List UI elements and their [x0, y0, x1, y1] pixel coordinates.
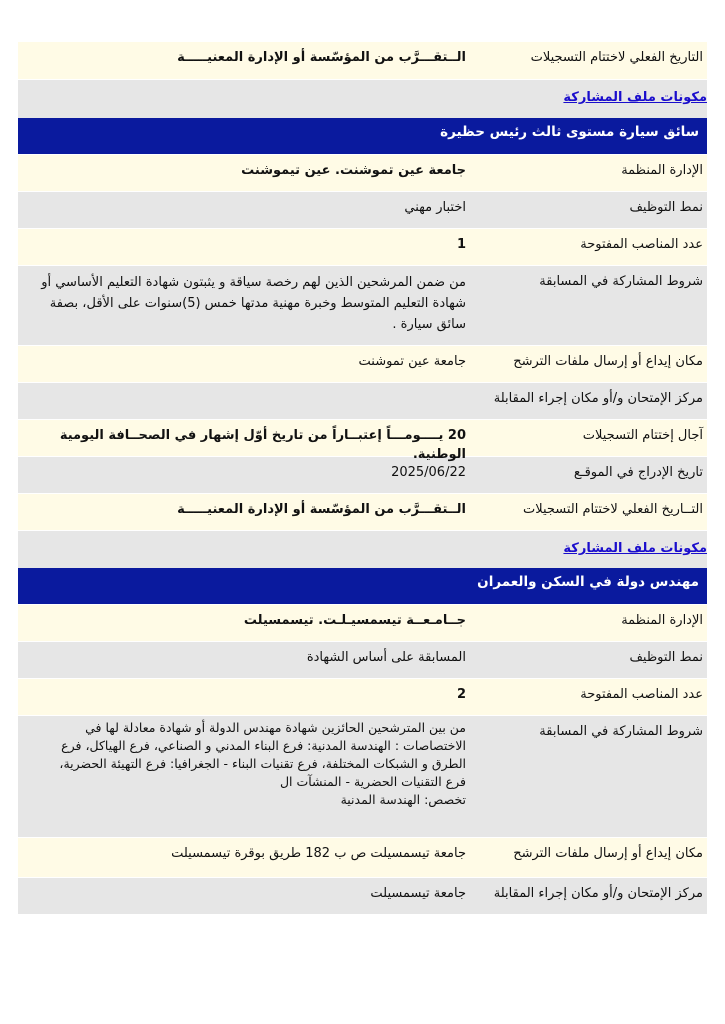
actual-close-row [18, 42, 707, 80]
row-exam-center [18, 383, 707, 420]
field-label: مكان إيداع أو إرسال ملفات الترشح [513, 846, 703, 861]
row-organizing-administration [18, 605, 707, 642]
field-value: من ضمن المرشحين الذين لهم رخصة سياقة و يثبتون شهادة التعليم الأساسي أو شهادة التعليم المتوسط وخبرة مهنية مدتها خمس (5)سنوات على الأقل، بصفة سائق سيارة . [41, 275, 466, 332]
field-value: المسابقة على أساس الشهادة [306, 650, 466, 665]
row-submission-place [18, 838, 707, 878]
field-value [18, 383, 470, 419]
field-value: جامعة تيسمسيلت ص ب 182 طريق بوقرة تيسمسيلت [171, 846, 466, 861]
row-participation-conditions [18, 716, 707, 838]
field-value: 1 [456, 237, 466, 252]
job-title-band: مهندس دولة في السكن والعمران [18, 568, 707, 605]
field-value: الــتقـــرَّب من المؤسّسة أو الإدارة المعنيـــــة [177, 50, 466, 65]
row-recruitment-type [18, 642, 707, 679]
field-label: الإدارة المنظمة [621, 613, 703, 628]
components-link[interactable]: مكونات ملف المشاركة [563, 541, 707, 556]
field-label: آجال إختتام التسجيلات [582, 428, 703, 443]
field-value: 2 [456, 687, 466, 702]
field-label: التــاريخ الفعلي لاختتام التسجيلات [522, 502, 703, 517]
field-value: اختبار مهني [404, 200, 466, 215]
field-value [18, 716, 470, 837]
row-participation-conditions [18, 266, 707, 346]
condition-line: تخصص: الهندسة المدنية [340, 792, 466, 807]
field-value: جامعة عين تموشنت. عين تيموشنت [241, 163, 466, 178]
condition-line: الاختصاصات : الهندسة المدنية: فرع البناء المدني و الصناعي، فرع الهياكل، فرع [61, 738, 466, 753]
field-value: جــامـعــة تيسمسيـلـت. تيسمسيلت [243, 613, 466, 628]
components-link-row [18, 531, 707, 568]
field-label: شروط المشاركة في المسابقة [539, 724, 703, 739]
field-label: الإدارة المنظمة [621, 163, 703, 178]
field-value: جامعة عين تموشنت [358, 354, 466, 369]
condition-line: من بين المترشحين الحائزين شهادة مهندس الدولة أو شهادة معادلة لها في [85, 720, 466, 735]
condition-line: فرع التقنيات الحضرية - المنشآت ال [279, 774, 466, 789]
field-label: مركز الإمتحان و/أو مكان إجراء المقابلة [493, 391, 703, 406]
field-label: عدد المناصب المفتوحة [580, 687, 703, 702]
field-value: جامعة تيسمسيلت [370, 886, 466, 901]
job-listing-sheet [18, 42, 707, 915]
field-value: 20 يــــومـــاً إعتبــاراً من تاريخ أوّل إشهار في الصحــافة اليومية الوطنية. [59, 428, 466, 462]
field-label: التاريخ الفعلي لاختتام التسجيلات [530, 50, 703, 65]
field-label: نمط التوظيف [629, 650, 703, 665]
components-link-row [18, 80, 707, 118]
row-exam-center [18, 878, 707, 915]
row-submission-place [18, 346, 707, 383]
row-organizing-administration [18, 155, 707, 192]
field-label: شروط المشاركة في المسابقة [539, 274, 703, 289]
field-label: عدد المناصب المفتوحة [580, 237, 703, 252]
condition-line: الطرق و الشبكات المختلفة، فرع تقنيات البناء - الجغرافيا: فرع التهيئة الحضرية، [59, 756, 466, 771]
components-link[interactable]: مكونات ملف المشاركة [563, 90, 707, 105]
row-open-positions [18, 679, 707, 716]
field-value: 2025/06/22 [391, 465, 466, 480]
row-registration-deadline [18, 420, 707, 462]
field-label: نمط التوظيف [629, 200, 703, 215]
row-open-positions [18, 229, 707, 266]
field-label: مركز الإمتحان و/أو مكان إجراء المقابلة [493, 886, 703, 901]
field-label: مكان إيداع أو إرسال ملفات الترشح [513, 354, 703, 369]
job-title-band: سائق سيارة مستوى ثالث رئيس حظيرة [18, 118, 707, 155]
row-posting-date [18, 457, 707, 494]
row-actual-close-date [18, 494, 707, 531]
field-value: الــتقـــرَّب من المؤسّسة أو الإدارة المعنيـــــة [177, 502, 466, 517]
field-label: تاريخ الإدراج في الموقـع [573, 465, 703, 480]
row-recruitment-type [18, 192, 707, 229]
